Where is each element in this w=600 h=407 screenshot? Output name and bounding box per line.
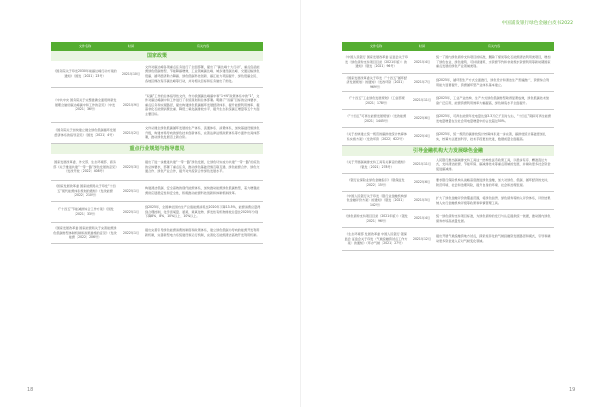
column-header-time: 时间 bbox=[410, 42, 434, 51]
doc-content: 统一了国内绿色债券支持项目的标准，删除了煤炭等化石能源清洁利用类项目，增加了绿色农业、绿色建筑、可持续建筑、水资源节约和非常规水资源利用等新时期国家重点发展的绿色产业领域类别。 bbox=[434, 51, 554, 74]
table-row bbox=[342, 228, 554, 251]
table-row bbox=[342, 92, 554, 110]
doc-time: 2022年1月 bbox=[119, 202, 143, 223]
doc-content: 到2025年，工业产业结构、生产方式绿色低碳转型取得显著成效，绿色低碳技术装备广泛应用，能源资源利用效率大幅提高，绿色制造水平全面提升。 bbox=[434, 92, 554, 110]
doc-content: 到2025年，全国单位国内生产总值能源消耗比2020年下降13.5%，能源消费总量得到合理控制，化学需氧量、氨氮、氮氧化物、挥发性有机物排放总量比2020年分别下降8%、8%、10%以上、10%以上。 bbox=[143, 202, 263, 223]
doc-time: 2021年11月 bbox=[410, 92, 434, 110]
doc-name: 《关于加快建立统一规范的碳排放统计核算体系实施方案》（发改环资〔2022〕622号） bbox=[342, 128, 410, 146]
doc-name: 《中国人民银行关于印发〈银行业金融机构绿色金融评价方案〉的通知》（银发〔2021〕142号） bbox=[342, 192, 410, 210]
doc-name: 《“十四五”可再生能源发展规划》（发改能源〔2021〕1445号） bbox=[342, 110, 410, 128]
table-row bbox=[342, 51, 554, 74]
page-number-right: 19 bbox=[569, 387, 576, 393]
page-number-left: 18 bbox=[27, 387, 34, 393]
doc-content: 人民银行推出碳减排支持工具这一结构性货币政策工具，以稳步有序、精准直达方式，支持清洁能源、节能环保、碳减排技术等重点领域的发展，并撬动更多社会资金促进碳减排。 bbox=[434, 156, 554, 174]
table-row bbox=[342, 192, 554, 210]
doc-time: 2022年3月 bbox=[119, 154, 143, 181]
doc-time: 2021年10月 bbox=[119, 61, 143, 88]
policy-table-left bbox=[51, 42, 263, 244]
doc-content: 提出开展气候投融资地方试点，探索差异化的气候投融资发展路径和模式，引导和撬动更多资金进入应对气候变化领域。 bbox=[434, 228, 554, 251]
doc-content: 到2025年，统一规范的碳排放统计核算体系进一步完善，碳排放统计基础更加扎实，核算方法更加科学，技术手段更加先进，数据质量全面提高。 bbox=[434, 128, 554, 146]
doc-time: 2021年4月 bbox=[410, 51, 434, 74]
right-page bbox=[300, 0, 600, 407]
table-row bbox=[342, 174, 554, 192]
section-header-national-policy bbox=[51, 51, 263, 61]
doc-content: 文件从健全绿色低碳循环发展的生产体系、流通体系、消费体系，加快基础设施绿色升级，构建市场导向的绿色技术创新体系，完善法律法规政策体系等方面作出具体部署，推动绿色发展迈上新台阶。 bbox=[143, 123, 263, 144]
table-row bbox=[342, 74, 554, 92]
doc-name: 《国家发展改革委关于印发〈“十四五”循环经济发展规划〉的通知》（发改环资〔2021〕969号） bbox=[342, 74, 410, 92]
doc-name: 《绿色债券支持项目目录（2021年版）》（银发〔2021〕96号） bbox=[342, 210, 410, 228]
doc-content: 到2025年，循环型生产方式全面推行，绿色设计和清洁生产普遍推广，资源综合利用能力显著提升，资源循环型产业体系基本建立。 bbox=[434, 74, 554, 92]
doc-name: 《国家发展改革委 国家能源局关于完善能源绿色低碳转型体制机制和政策措施的意见》（发改能源〔2022〕206号） bbox=[51, 223, 119, 244]
doc-time: 2021年11月 bbox=[410, 156, 434, 174]
doc-time: 2022年1月 bbox=[119, 181, 143, 202]
doc-content: 提出完善引导绿色能源消费的制度和政策体系，建立绿色低碳为导向的能源开发利用新机制，完善新型电力系统建设和运行机制，完善化石能源清洁高效开发利用机制。 bbox=[143, 223, 263, 244]
doc-content: 扩大了绿色金融评价的覆盖范围，将绿色信贷、绿色债券等纳入评价体系，评价结果纳入央行金融机构评级等政策和审慎管理工具。 bbox=[434, 192, 554, 210]
table-row bbox=[51, 223, 263, 244]
table-row bbox=[342, 128, 554, 146]
policy-table-right bbox=[342, 42, 554, 251]
table-row bbox=[51, 154, 263, 181]
doc-name: 国家发展改革委、外交部、生态环境部、商务部《关于推进共建“一带一路”绿色发展的意见》（发改开放〔2022〕408号） bbox=[51, 154, 119, 181]
doc-content: 文件对碳达峰各项重点任务进行了全面部署，提出了“碳达峰十大行动”，重点包括能源绿色低碳转型、节能降碳增效、工业领域碳达峰、城乡建设碳达峰、交通运输绿色低碳、循环经济助力降碳、绿色低碳科技创新、碳汇能力巩固提升、绿色低碳全民、各地区梯次有序碳达峰等行动，并对相关目标和任务做出了细化。 bbox=[143, 61, 263, 88]
table-row bbox=[51, 202, 263, 223]
section-title: 引导金融机构大力发展绿色金融 bbox=[342, 146, 554, 157]
section-title: 重点行业规划与指导意见 bbox=[51, 144, 263, 155]
doc-time: 2021年9月 bbox=[119, 88, 143, 123]
table-row bbox=[342, 110, 554, 128]
doc-content: “双碳”工作的总体指导性文件，作为我国碳达峰碳中和“1+N”政策体系中的“1”，文件对碳达峰碳中和工作进行了系统谋划和总体部署。明确了“双碳”目标的总体要求、重点任务和实现路径，提出构建绿色低碳循环发展经济体系、提升能源利用效率、提高非化石能源消费比重、降低二氧化碳排放水平、提升生态系统碳汇增量等五个方面主要目标。 bbox=[143, 88, 263, 123]
table-header-row bbox=[342, 42, 554, 51]
doc-time: 2022年6月 bbox=[410, 174, 434, 192]
doc-time: 2021年5月 bbox=[410, 192, 434, 210]
doc-name: 《生态环境部 发展改革委 中国人民银行 银保监会 证监会关于印发〈气候投融资试点工作方案〉的通知》（环办气候〔2021〕27号） bbox=[342, 228, 410, 251]
doc-time: 2021年4月 bbox=[410, 210, 434, 228]
doc-name: 《银行业保险业绿色金融指引》（银保监发〔2022〕15号） bbox=[342, 174, 410, 192]
doc-time: 2022年6月 bbox=[410, 110, 434, 128]
column-header-content: 有关内容 bbox=[143, 42, 263, 51]
section-title: 国家政策 bbox=[51, 51, 263, 61]
table-header-row bbox=[51, 42, 263, 51]
doc-name: 《关于开展碳减排支持工具有关事宜的通知》（银发〔2021〕278号） bbox=[342, 156, 410, 174]
doc-time: 2021年2月 bbox=[119, 123, 143, 144]
doc-name: 《“十四五”节能减排综合工作方案》（国发〔2021〕33号） bbox=[51, 202, 119, 223]
doc-name: 《“十四五”工业绿色发展规划》（工信部规〔2021〕178号） bbox=[342, 92, 410, 110]
doc-content: 统一绿色债券支持项目标准，为绿色债券的发行与认定提供统一依据，推动国内绿色债券市场高质量发展。 bbox=[434, 210, 554, 228]
column-header-doc: 文件名称 bbox=[51, 42, 119, 51]
section-header-industry-guidance bbox=[51, 144, 263, 155]
doc-name: 《国务院关于加快建立健全绿色低碳循环发展经济体系的指导意见》（国发〔2021〕4号） bbox=[51, 123, 119, 144]
doc-name: 《中国人民银行 国家发展改革委 证监会关于印发〈绿色债券支持项目目录（2021年版）〉的通知》（银发〔2021〕96号） bbox=[342, 51, 410, 74]
doc-time: 2021年7月 bbox=[410, 74, 434, 92]
table-row bbox=[51, 88, 263, 123]
doc-time: 2022年4月 bbox=[410, 128, 434, 146]
doc-time: 2021年12月 bbox=[410, 228, 434, 251]
table-row bbox=[51, 181, 263, 202]
doc-name: 《国务院关于印发2030年前碳达峰行动方案的通知》（国发〔2021〕23号） bbox=[51, 61, 119, 88]
table-row bbox=[342, 156, 554, 174]
doc-name: 《中共中央 国务院关于完整准确全面贯彻新发展理念做好碳达峰碳中和工作的意见》（中发〔2021〕36号） bbox=[51, 88, 119, 123]
doc-content: 构建清洁低碳、安全高效的现代能源体系，加快推动能源绿色低碳转型，着力增强能源供应链稳定性和安全性，积极推动能源科技创新和体制机制改革。 bbox=[143, 181, 263, 202]
doc-content: 提出了进一步推进共建“一带一路”绿色发展，让绿色切实成为共建“一带一路”的底色的总体要求，部署了重点任务，推动绿色基础设施互联互通、绿色能源合作、绿色交通合作、绿色产业合作，提升对外投资合作绿色发展水平。 bbox=[143, 154, 263, 181]
column-header-time: 时间 bbox=[119, 42, 143, 51]
table-row bbox=[51, 61, 263, 88]
doc-content: 到2025年，可再生能源年发电量达到3.3万亿千瓦时左右，“十四五”期间可再生能源发电量增量在全社会用电量增量中的占比超过50%。 bbox=[434, 110, 554, 128]
table-row bbox=[342, 210, 554, 228]
doc-name: 《国家发展改革委 国家能源局关于印发“十四五”现代能源体系规划的通知》（发改能源〔2022〕210号） bbox=[51, 181, 119, 202]
column-header-content: 有关内容 bbox=[434, 42, 554, 51]
page-header: 中国浦发银行绿色金融白皮书2022 bbox=[501, 21, 573, 26]
table-row bbox=[51, 123, 263, 144]
doc-content: 要求银行保险机构从战略高度推进绿色金融，加大对绿色、低碳、循环经济的支持，防范环境、社会和治理风险，提升自身的环境、社会和治理表现。 bbox=[434, 174, 554, 192]
section-header-green-finance bbox=[342, 146, 554, 157]
doc-time: 2022年1月 bbox=[119, 223, 143, 244]
column-header-doc: 文件名称 bbox=[342, 42, 410, 51]
